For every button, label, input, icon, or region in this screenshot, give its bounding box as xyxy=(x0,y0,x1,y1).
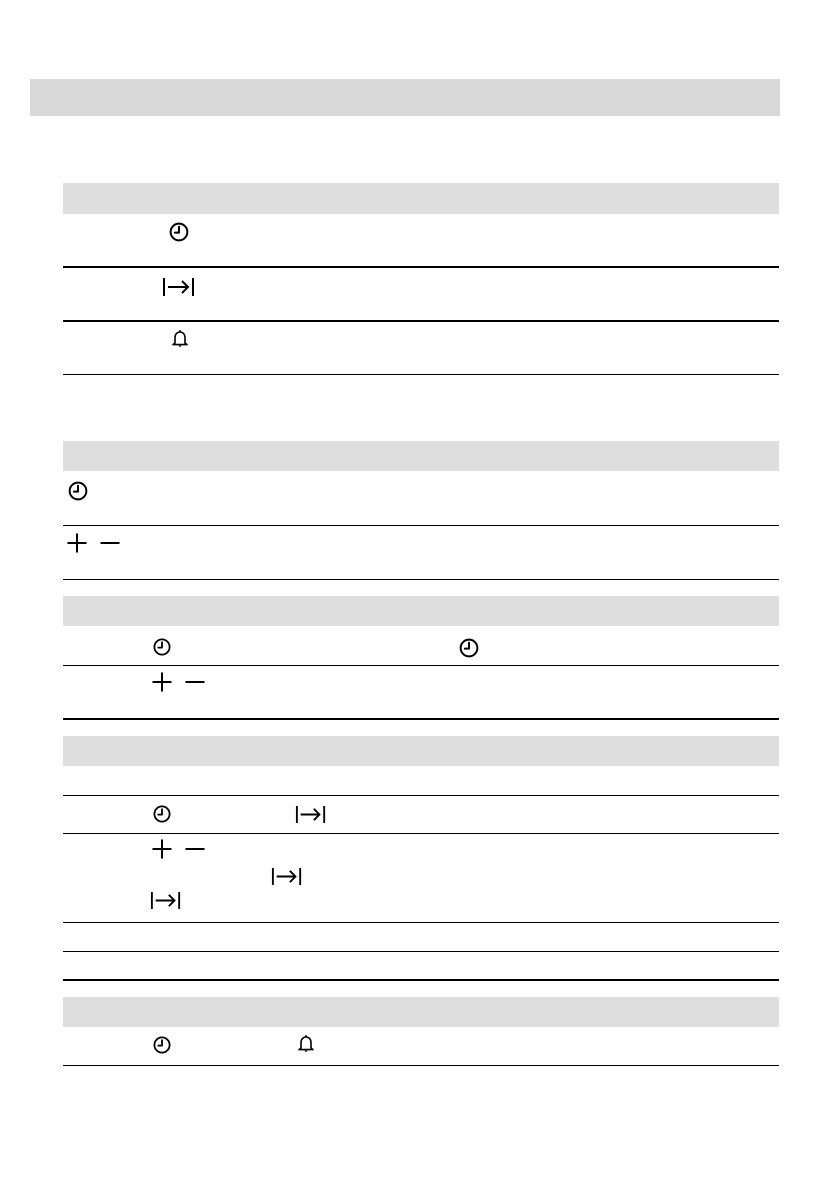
table-header xyxy=(63,997,779,1027)
clock-icon xyxy=(152,1035,172,1055)
arrow-to-bar-icon xyxy=(271,866,303,887)
table-header xyxy=(63,183,779,214)
table-divider xyxy=(63,266,779,268)
arrow-to-bar-icon xyxy=(150,890,182,911)
table-divider xyxy=(63,922,779,923)
table-divider xyxy=(63,951,779,952)
plus-icon xyxy=(152,672,172,692)
clock-icon xyxy=(67,480,89,502)
minus-icon xyxy=(100,533,120,553)
clipped-text-fragment xyxy=(0,1186,112,1192)
table-divider xyxy=(63,374,779,375)
table-divider xyxy=(63,718,779,720)
plus-icon xyxy=(152,839,172,859)
arrow-to-bar-icon xyxy=(295,804,327,825)
clock-icon xyxy=(458,637,480,659)
section-heading-band xyxy=(30,79,780,116)
arrow-to-bar-icon xyxy=(162,276,196,298)
table-header xyxy=(63,736,779,766)
table-divider xyxy=(63,795,779,796)
plus-icon xyxy=(67,533,87,553)
table-divider xyxy=(63,320,779,322)
table-divider xyxy=(63,665,779,666)
table-divider xyxy=(63,1065,779,1066)
table-divider xyxy=(63,525,779,526)
clock-icon xyxy=(152,637,172,657)
clock-icon xyxy=(168,221,190,243)
table-header xyxy=(63,441,779,471)
clock-icon xyxy=(152,804,172,824)
minus-icon xyxy=(185,839,205,859)
table-header xyxy=(63,596,779,626)
table-divider xyxy=(63,579,779,580)
bell-icon xyxy=(297,1034,315,1054)
table-divider xyxy=(63,979,779,981)
table-divider xyxy=(63,833,779,834)
minus-icon xyxy=(185,672,205,692)
bell-icon xyxy=(171,329,189,349)
